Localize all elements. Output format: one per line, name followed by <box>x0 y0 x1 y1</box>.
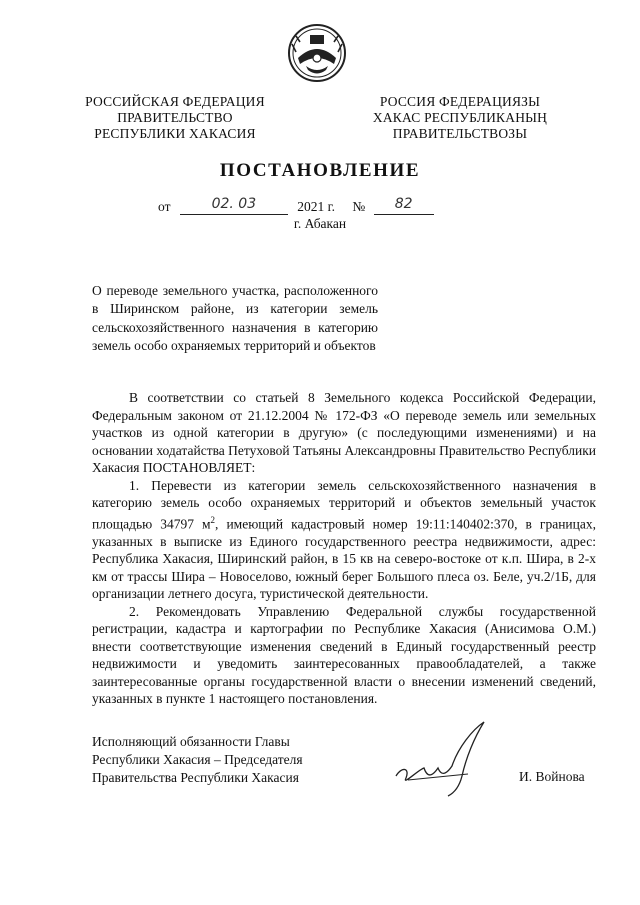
header-right-line: РОССИЯ ФЕДЕРАЦИЯЗЫ <box>379 94 541 109</box>
number-label: № <box>352 199 366 214</box>
handwritten-date: 02. 03 <box>211 196 257 212</box>
year-label: 2021 г. <box>297 199 335 214</box>
signatory-title-line: Правительства Республики Хакасия <box>92 770 299 785</box>
handwritten-signature <box>388 718 498 798</box>
document-body <box>92 389 596 708</box>
header-right-line: ХАКАС РЕСПУБЛИКАНЫҢ <box>372 110 548 125</box>
header-left-line: ПРАВИТЕЛЬСТВО <box>117 110 233 125</box>
item-1-text-start: 1. Перевести из категории земель сельскохозяйственного назначения в категорию земель особо охраняемых территорий и объектов земельный участок площадью 34797 м <box>92 477 596 531</box>
header-left-line: РОССИЙСКАЯ ФЕДЕРАЦИЯ <box>85 94 265 109</box>
city-label: г. Абакан <box>293 216 347 231</box>
header-right-line: ПРАВИТЕЛЬСТВОЗЫ <box>392 126 528 141</box>
signatory-title-line: Республики Хакасия – Председателя <box>92 752 303 767</box>
handwritten-number: 82 <box>394 196 413 212</box>
header-left-line: РЕСПУБЛИКИ ХАКАСИЯ <box>94 126 256 141</box>
signatory-title <box>92 733 303 787</box>
header-right <box>355 94 565 142</box>
from-label: от <box>158 199 171 214</box>
item-2-paragraph: 2. Рекомендовать Управлению Федеральной службы государственной регистрации, кадастра и картографии по Республике Хакасия (Анисимова О.М.) внести соответствующие изменения сведений в Единый государственный реестр недвижимости и уведомить заинтересованных правообладателей, а также заинтересованные органы государственной власти о внесении изменений сведений, указанных в пункте 1 настоящего постановления. <box>92 603 596 706</box>
header-left <box>80 94 270 142</box>
item-1-paragraph <box>92 477 596 603</box>
coat-of-arms-emblem <box>286 22 348 84</box>
number-field <box>374 196 434 215</box>
document-title: ПОСТАНОВЛЕНИЕ <box>219 160 421 181</box>
subject-heading: О переводе земельного участка, расположенного в Ширинском районе, из категории земель сельскохозяйственного назначения в категорию земель особо охраняемых территорий и объектов <box>92 283 378 353</box>
date-number-line <box>158 196 434 215</box>
item-1-text-end: , имеющий кадастровый номер 19:11:140402:370, в границах, указанных в выписке из Единого государственного реестра недвижимости, адрес: Республика Хакасия, Ширинский район, в 15 кв на северо-востоке от к.п. Шира, в 2-х км от трассы Шира – Новоселово, южный берег Большого плеса оз. Беле, уч.2/1Б, для организации летнего досуга, туристической деятельности. <box>92 516 596 601</box>
item-1-superscript: 2 <box>210 514 216 525</box>
signatory-title-line: Исполняющий обязанности Главы <box>92 734 290 749</box>
preamble-paragraph: В соответствии со статьей 8 Земельного кодекса Российской Федерации, Федеральным законом от 21.12.2004 № 172-ФЗ «О переводе земель или земельных участков из одной категории в другую» (с последующими изменениями) и на основании ходатайства Петуховой Татьяны Александровны Правительство Республики Хакасия ПОСТАНОВЛЯЕТ: <box>92 390 596 475</box>
signatory-name: И. Войнова <box>519 769 585 784</box>
date-field <box>180 196 288 215</box>
